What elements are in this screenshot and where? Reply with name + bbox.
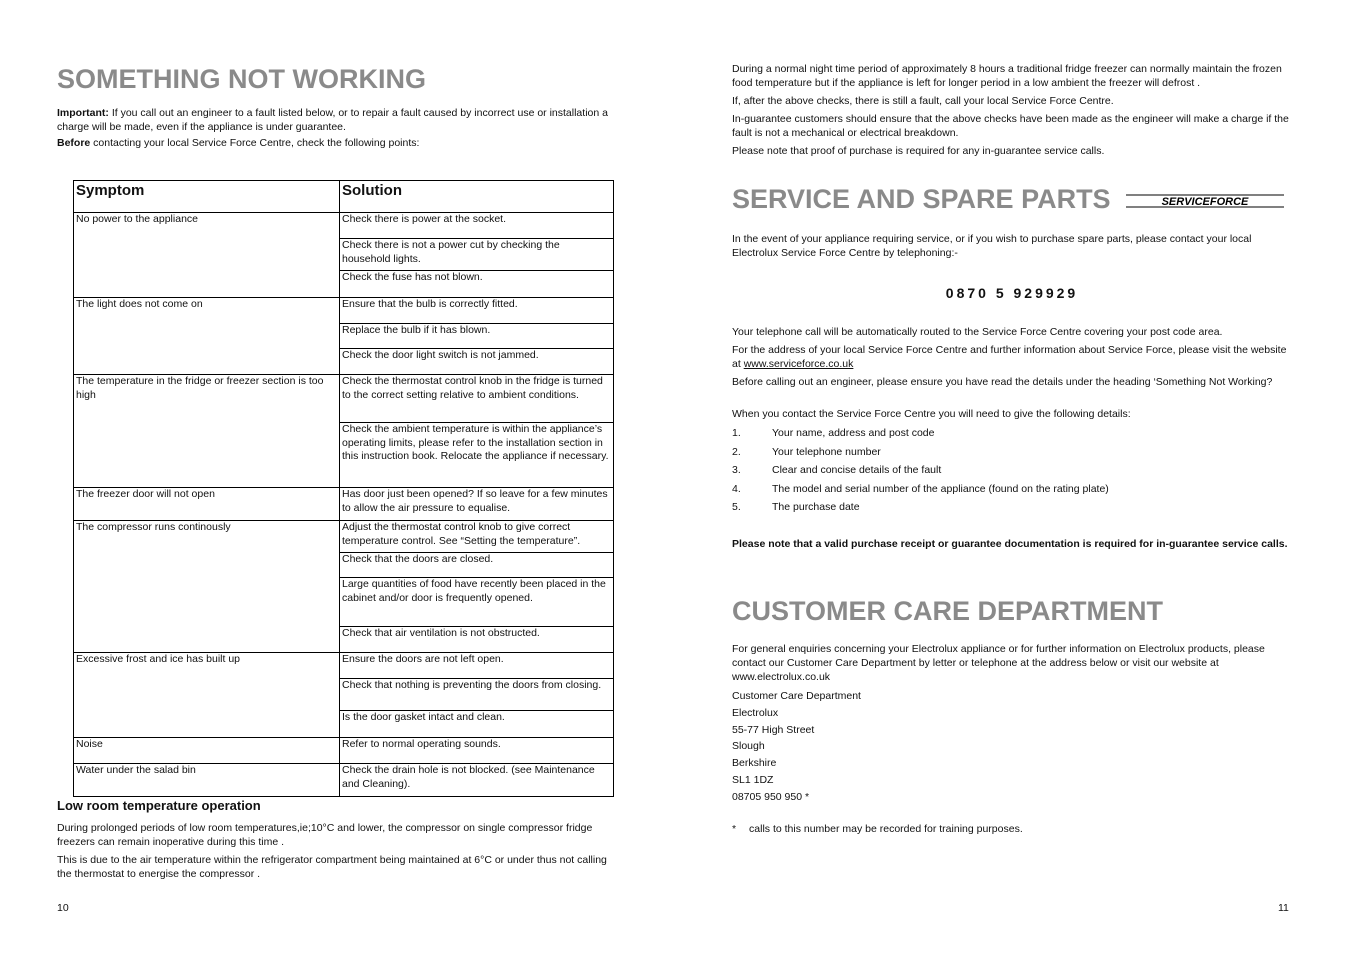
list-item: 3. Clear and concise details of the fault [732, 464, 942, 476]
table-row [74, 375, 613, 488]
details-list [732, 426, 1292, 519]
list-item: 1. Your name, address and post code [732, 427, 935, 439]
header-solution: Solution [342, 182, 402, 199]
address-line: Slough [732, 740, 765, 753]
table-row [74, 653, 613, 738]
solution-cell: Refer to normal operating sounds. [342, 738, 501, 750]
serviceforce-logo [1126, 193, 1284, 209]
symptom-cell: Noise [74, 738, 340, 763]
address-line: Berkshire [732, 757, 777, 770]
troubleshooting-table [73, 180, 614, 797]
night-period-paragraph: During a normal night time period of approximately 8 hours a traditional fridge freezer can normally maintain the frozen food temperature but if the appliance is left for longer period in a low ambient the freezer will defrost . [732, 63, 1282, 89]
footnote-mark: * [732, 823, 737, 835]
solution-cell: Check there is power at the socket. [340, 213, 613, 239]
before-text: contacting your local Service Force Centre, check the following points: [90, 137, 420, 149]
symptom-cell: Water under the salad bin [74, 764, 340, 796]
solution-cell: Ensure the doors are not left open. [340, 653, 613, 679]
symptom-cell: Excessive frost and ice has built up [74, 653, 340, 737]
before-paragraph [57, 136, 617, 150]
customer-care-title: CUSTOMER CARE DEPARTMENT [732, 596, 1164, 626]
solution-cell: Check the fuse has not blown. [342, 271, 483, 283]
footnote [732, 822, 1023, 836]
serviceforce-logo-text: SERVICEFORCE [1161, 196, 1249, 208]
service-title: SERVICE AND SPARE PARTS [732, 184, 1111, 214]
symptom-cell: The temperature in the fridge or freezer section is too high [74, 375, 340, 487]
solution-cell: Check there is not a power cut by checking the household lights. [340, 239, 613, 271]
low-temp-paragraph-2: This is due to the air temperature within the refrigerator compartment being maintained at 6°C or under thus not calling the thermostat to energise the compressor . [57, 854, 607, 880]
solution-cell: Is the door gasket intact and clean. [342, 711, 505, 723]
address-line: Customer Care Department [732, 690, 861, 702]
solution-cell: Check the drain hole is not blocked. (see Maintenance and Cleaning). [342, 764, 595, 790]
symptom-cell: The compressor runs continously [74, 521, 340, 652]
important-paragraph [57, 106, 617, 134]
low-temp-heading: Low room temperature operation [57, 798, 261, 813]
customer-care-paragraph: For general enquiries concerning your Electrolux appliance or for further information on Electrolux products, please contact our Customer Care Department by letter or telephone at the address below or visit our website at www.electrolux.co.uk [732, 643, 1265, 683]
header-symptom: Symptom [74, 181, 340, 212]
website-text: For the address of your local Service Force Centre and further information about Service Force, please visit the website at [732, 344, 1287, 370]
address-line: 55-77 High Street [732, 723, 815, 736]
fault-paragraph: If, after the above checks, there is still a fault, call your local Service Force Centre. [732, 95, 1114, 107]
solution-cell: Check the door light switch is not jammed. [342, 349, 539, 361]
guarantee-note: Please note that a valid purchase receipt or guarantee documentation is required for in-guarantee service calls. [732, 538, 1288, 550]
table-row [74, 213, 613, 298]
service-intro-paragraph: In the event of your appliance requiring service, or if you wish to purchase spare parts, please contact your local Electrolux Service Force Centre by telephoning:- [732, 233, 1252, 259]
address-block [732, 688, 861, 806]
solution-cell: Check the ambient temperature is within the appliance’s operating limits, please refer to the installation section in this instruction book. Relocate the appliance if necessary. [342, 423, 609, 462]
before-calling-paragraph: Before calling out an engineer, please ensure you have read the details under the heading ‘Something Not Working? [732, 376, 1273, 388]
list-item: 5. The purchase date [732, 501, 860, 513]
page-number-right: 11 [1278, 902, 1289, 914]
important-label: Important: [57, 107, 109, 119]
address-line: Electrolux [732, 706, 779, 719]
solution-cell: Has door just been opened? If so leave for a few minutes to allow the air pressure to equalise. [342, 488, 608, 514]
routing-paragraph: Your telephone call will be automatically routed to the Service Force Centre covering your post code area. [732, 326, 1223, 338]
solution-cell: Large quantities of food have recently been placed in the cabinet and/or door is frequently opened. [340, 578, 613, 627]
solution-cell: Adjust the thermostat control knob to give correct temperature control. See “Setting the temperature”. [340, 521, 613, 553]
address-line: SL1 1DZ [732, 773, 774, 786]
footnote-text: calls to this number may be recorded for training purposes. [749, 823, 1023, 835]
solution-cell: Check that air ventilation is not obstructed. [342, 627, 540, 639]
service-phone-number: 0870 5 929929 [945, 285, 1079, 301]
table-row [74, 738, 613, 764]
list-item: 4. The model and serial number of the appliance (found on the rating plate) [732, 482, 1109, 495]
solution-cell: Check that the doors are closed. [340, 553, 613, 578]
symptom-cell: The light does not come on [74, 298, 340, 374]
serviceforce-link[interactable]: www.serviceforce.co.uk [743, 358, 854, 370]
table-row [74, 764, 613, 796]
solution-cell: Ensure that the bulb is correctly fitted. [340, 298, 613, 324]
page-number-left: 10 [57, 902, 69, 914]
table-header [74, 181, 613, 213]
solution-cell: Check the thermostat control knob in the fridge is turned to the correct setting relative to ambient conditions. [340, 375, 613, 423]
address-line: 08705 950 950 * [732, 790, 810, 803]
website-paragraph [732, 343, 1294, 371]
symptom-cell: The freezer door will not open [74, 488, 340, 520]
solution-cell: Replace the bulb if it has blown. [340, 324, 613, 349]
table-row [74, 488, 613, 521]
important-text: If you call out an engineer to a fault listed below, or to repair a fault caused by incorrect use or installation a charge will be made, even if the appliance is under guarantee. [57, 107, 608, 133]
proof-of-purchase-paragraph: Please note that proof of purchase is required for any in-guarantee service calls. [732, 145, 1105, 157]
before-label: Before [57, 137, 91, 149]
solution-cell: Check that nothing is preventing the doors from closing. [340, 679, 613, 711]
in-guarantee-paragraph: In-guarantee customers should ensure that the above checks have been made as the engineer will make a charge if the fault is not a mechanical or electrical breakdown. [732, 113, 1289, 139]
details-intro-paragraph: When you contact the Service Force Centre you will need to give the following details: [732, 408, 1131, 420]
table-row [74, 298, 613, 375]
low-temp-paragraph-1: During prolonged periods of low room temperatures,ie;10°C and lower, the compressor on single compressor fridge freezers can remain inoperative during this time . [57, 822, 593, 848]
list-item: 2. Your telephone number [732, 445, 881, 458]
page-title-something-not-working: SOMETHING NOT WORKING [57, 64, 426, 94]
symptom-cell: No power to the appliance [74, 213, 340, 297]
table-row [74, 521, 613, 653]
